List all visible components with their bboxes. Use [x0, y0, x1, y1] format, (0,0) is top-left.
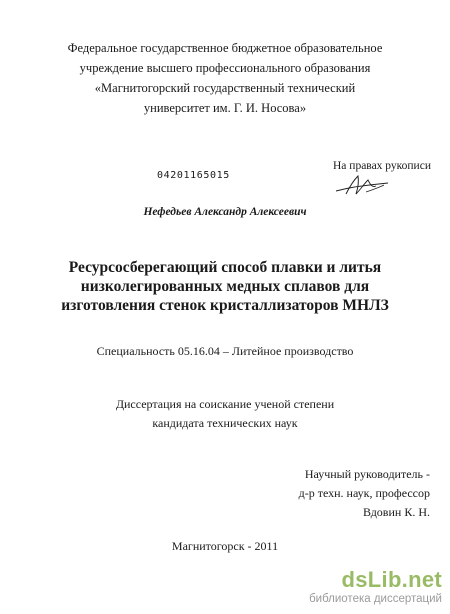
- author-name: Нефедьев Александр Алексеевич: [143, 206, 307, 218]
- institution-line-4: университет им. Г. И. Носова»: [143, 101, 307, 115]
- advisor-degree: д-р техн. наук, профессор: [298, 486, 430, 500]
- degree-line-2: кандидата технических наук: [152, 416, 298, 430]
- specialty: Специальность 05.16.04 – Литейное производство: [96, 344, 354, 358]
- scientific-advisor: [299, 465, 430, 522]
- watermark-logo: dsLib.net: [341, 567, 442, 592]
- institution-line-3: «Магнитогорский государственный технический: [94, 81, 356, 95]
- city-year: Магнитогорск - 2011: [171, 539, 279, 553]
- institution-line-1: Федеральное государственное бюджетное образовательное: [67, 41, 383, 55]
- title-line-3: изготовления стенок кристаллизаторов МНЛЗ: [61, 297, 389, 314]
- advisor-name: Вдовин К. Н.: [363, 505, 430, 519]
- title-line-1: Ресурсосберегающий способ плавки и литья: [68, 259, 382, 276]
- institution-header: [0, 38, 450, 118]
- advisor-role: Научный руководитель -: [304, 467, 430, 481]
- dissertation-title: [0, 258, 450, 315]
- institution-line-2: учреждение высшего профессионального образования: [79, 61, 371, 75]
- handwritten-signature: [332, 172, 392, 198]
- title-line-2: низколегированных медных сплавов для: [80, 278, 370, 295]
- manuscript-rights-note: На правах рукописи: [333, 160, 431, 172]
- degree-line-1: Диссертация на соискание ученой степени: [115, 397, 335, 411]
- registration-code: 04201165015: [157, 170, 230, 181]
- watermark-subtitle: библиотека диссертаций: [309, 593, 442, 605]
- watermark: [282, 568, 442, 610]
- degree-statement: [0, 395, 450, 433]
